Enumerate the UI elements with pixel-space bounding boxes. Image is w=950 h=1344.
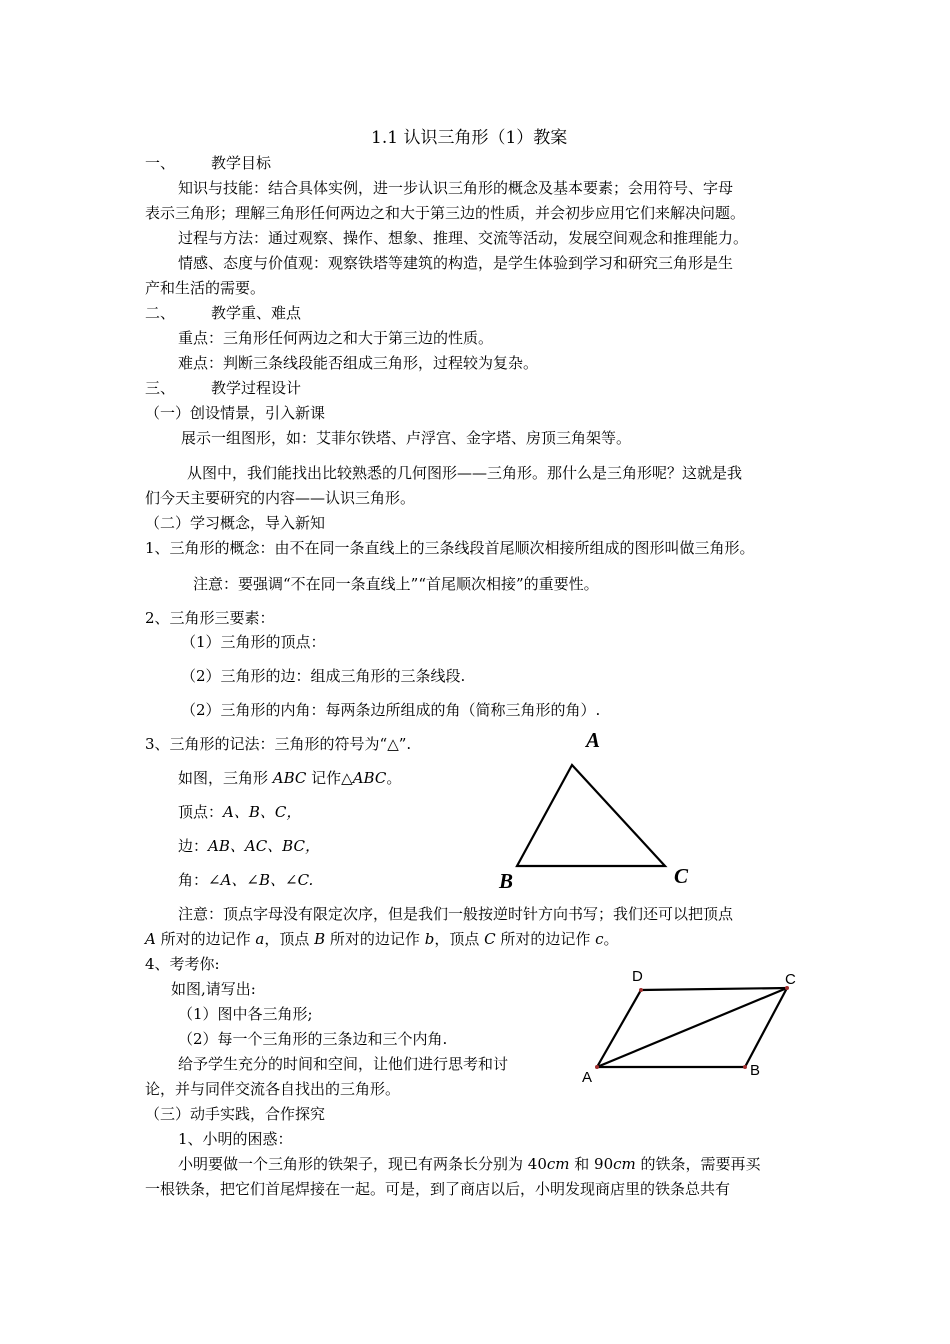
section-title: 教学目标 [211, 154, 272, 172]
section-3-heading [145, 378, 301, 398]
section-title: 教学过程设计 [211, 379, 302, 397]
section-number: 一、 [145, 154, 176, 172]
part3-para-line2: 一根铁条，把它们首尾焊接在一起。可是，到了商店以后，小明发现商店里的铁条总共有 [145, 1180, 731, 1198]
notation-sides: 边：AB、AC、BC， [178, 837, 320, 855]
goal-process: 过程与方法：通过观察、操作、想象、推理、交流等活动，发展空间观念和推理能力。 [178, 229, 749, 247]
goal-knowledge-line1: 知识与技能：结合具体实例，进一步认识三角形的概念及基本要素；会用符号、字母 [178, 179, 734, 197]
section-number: 三、 [145, 379, 176, 397]
elements-heading: 2、三角形三要素： [145, 609, 275, 627]
page-title: 1.1 认识三角形（1）教案 [371, 128, 568, 148]
quiz-para-line2: 论，并与同伴交流各自找出的三角形。 [145, 1080, 401, 1098]
part1-para2-line2: 们今天主要研究的内容——认识三角形。 [145, 489, 416, 507]
notation-angles: 角：∠A、∠B、∠C. [178, 871, 314, 889]
part3-sub1: 1、小明的困惑： [178, 1130, 293, 1148]
section-1-heading [145, 153, 271, 173]
part2-heading: （二）学习概念，导入新知 [145, 514, 326, 532]
part1-para1: 展示一组图形，如：艾菲尔铁塔、卢浮宫、金字塔、房顶三角架等。 [181, 429, 632, 447]
part3-para-line1: 小明要做一个三角形的铁架子，现已有两条长分别为 40cm 和 90cm 的铁条，需要再买 [178, 1155, 761, 1173]
key-focus: 重点：三角形任何两边之和大于第三边的性质。 [178, 329, 494, 347]
notation-example: 如图，三角形 ABC 记作△ABC。 [178, 769, 402, 787]
concept-note: 注意：要强调“不在同一条直线上”“首尾顺次相接”的重要性。 [193, 575, 599, 593]
quiz-intro: 如图,请写出: [171, 980, 256, 998]
section-title: 教学重、难点 [211, 304, 302, 322]
parallelogram-label-c: C [785, 971, 796, 988]
concept-definition: 1、三角形的概念：由不在同一条直线上的三条线段首尾顺次相接所组成的图形叫做三角形。 [145, 539, 755, 557]
triangle-figure [490, 725, 710, 900]
part3-heading: （三）动手实践，合作探究 [145, 1105, 326, 1123]
key-difficulty: 难点：判断三条线段能否组成三角形，过程较为复杂。 [178, 354, 539, 372]
element-side: （2）三角形的边：组成三角形的三条线段. [181, 667, 466, 685]
triangle-vertex-c-label: C [674, 864, 689, 888]
parallelogram-figure [570, 960, 810, 1090]
vertex-d-dot [639, 988, 643, 992]
note2-line1: 注意：顶点字母没有限定次序，但是我们一般按逆时针方向书写；我们还可以把顶点 [178, 905, 734, 923]
parallelogram-label-b: B [750, 1062, 761, 1079]
quiz-para-line1: 给予学生充分的时间和空间，让他们进行思考和讨 [178, 1055, 509, 1073]
element-angle: （2）三角形的内角：每两条边所组成的角（简称三角形的角）. [181, 701, 601, 719]
triangle-vertex-a-label: A [586, 728, 601, 752]
quiz-question-1: （1）图中各三角形; [178, 1005, 313, 1023]
triangle-vertex-b-label: B [499, 869, 514, 893]
part1-heading: （一）创设情景，引入新课 [145, 404, 326, 422]
vertex-a-dot [595, 1065, 599, 1069]
quiz-heading: 4、考考你: [145, 955, 220, 973]
goal-emotion-line2: 产和生活的需要。 [145, 279, 266, 297]
note2-line2: A 所对的边记作 a，顶点 B 所对的边记作 b，顶点 C 所对的边记作 c。 [145, 930, 619, 948]
parallelogram-diagonal [597, 988, 787, 1067]
notation-heading: 3、三角形的记法：三角形的符号为“△”. [145, 735, 412, 753]
parallelogram-label-d: D [632, 968, 643, 985]
section-2-heading [145, 303, 301, 323]
part1-para2-line1: 从图中，我们能找出比较熟悉的几何图形——三角形。那什么是三角形呢？这就是我 [187, 464, 743, 482]
section-number: 二、 [145, 304, 176, 322]
notation-vertices: 顶点：A、B、C， [178, 803, 302, 821]
quiz-question-2: （2）每一个三角形的三条边和三个内角. [178, 1030, 448, 1048]
goal-emotion-line1: 情感、态度与价值观：观察铁塔等建筑的构造，是学生体验到学习和研究三角形是生 [178, 254, 734, 272]
triangle-shape [517, 765, 665, 866]
goal-knowledge-line2: 表示三角形；理解三角形任何两边之和大于第三边的性质，并会初步应用它们来解决问题。 [145, 204, 746, 222]
element-vertex: （1）三角形的顶点： [181, 633, 326, 651]
vertex-b-dot [743, 1065, 747, 1069]
parallelogram-label-a: A [582, 1069, 593, 1086]
